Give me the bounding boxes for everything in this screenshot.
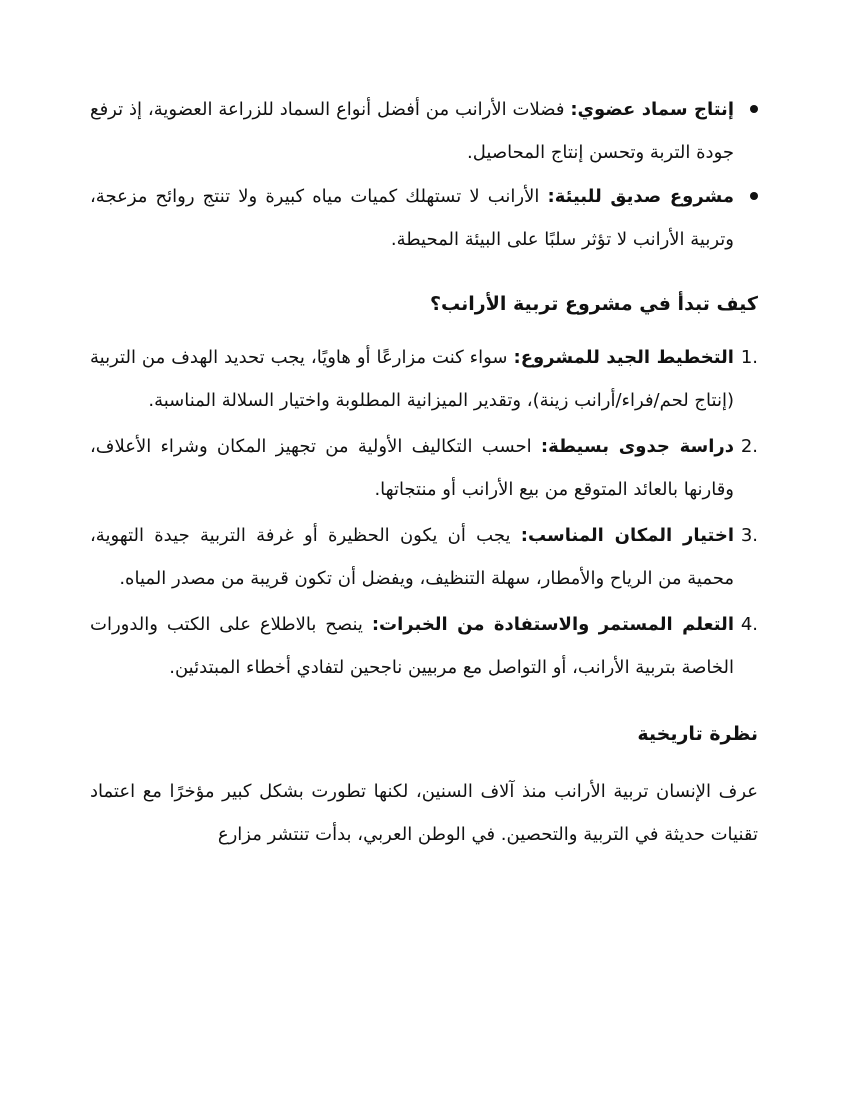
step-text: احسب التكاليف الأولية من تجهيز المكان وشراء الأعلاف، وقارنها بالعائد المتوقع من بيع الأرانب أو منتجاتها.	[90, 436, 734, 500]
step-number: 2.	[740, 436, 758, 457]
bullet-text: فضلات الأرانب من أفضل أنواع السماد للزراعة العضوية، إذ ترفع جودة التربة وتحسن إنتاج المحاصيل.	[90, 99, 734, 163]
step-paragraph	[90, 603, 734, 689]
step-number: 3.	[740, 525, 758, 546]
history-paragraph: عرف الإنسان تربية الأرانب منذ آلاف السنين، لكنها تطورت بشكل كبير مؤخرًا مع اعتماد تقنيات حديثة في التربية والتحصين. في الوطن العربي، بدأت تنتشر مزارع	[90, 781, 758, 845]
bullet-item	[90, 88, 758, 174]
bullet-item	[90, 175, 758, 261]
bullet-term: مشروع صديق للبيئة:	[547, 186, 735, 207]
step-text: يجب أن يكون الحظيرة أو غرفة التربية جيدة التهوية، محمية من الرياح والأمطار، سهلة التنظيف، ويفضل أن تكون قريبة من مصدر المياه.	[90, 525, 734, 589]
bullet-paragraph	[90, 88, 734, 174]
step-text: ينصح بالاطلاع على الكتب والدورات الخاصة بتربية الأرانب، أو التواصل مع مربيين ناجحين لتفادي أخطاء المبتدئين.	[90, 614, 734, 678]
bullet-dot-icon	[750, 192, 758, 200]
step-paragraph	[90, 336, 734, 422]
bullet-paragraph	[90, 175, 734, 261]
step-paragraph	[90, 425, 734, 511]
step-number: 4.	[740, 614, 758, 635]
step-term: اختيار المكان المناسب:	[520, 525, 734, 546]
step-term: التعلم المستمر والاستفادة من الخبرات:	[371, 614, 734, 635]
page-content	[90, 88, 758, 856]
section-heading-history: نظرة تاريخية	[637, 723, 758, 745]
steps-numbered-list	[90, 336, 758, 689]
step-item	[90, 514, 758, 600]
step-item	[90, 425, 758, 511]
step-text: سواء كنت مزارعًا أو هاويًا، يجب تحديد الهدف من التربية (إنتاج لحم/فراء/أرانب زينة)، وتقدير الميزانية المطلوبة واختيار السلالة المناسبة.	[90, 347, 734, 411]
benefits-bullet-list	[90, 88, 758, 261]
step-item	[90, 603, 758, 689]
bullet-text: الأرانب لا تستهلك كميات مياه كبيرة ولا تنتج روائح مزعجة، وتربية الأرانب لا تؤثر سلبًا على البيئة المحيطة.	[90, 186, 734, 250]
section-heading-how-to-start: كيف تبدأ في مشروع تربية الأرانب؟	[429, 293, 758, 315]
bullet-dot-icon	[750, 105, 758, 113]
step-item	[90, 336, 758, 422]
step-number: 1.	[740, 347, 758, 368]
step-term: دراسة جدوى بسيطة:	[540, 436, 735, 457]
step-term: التخطيط الجيد للمشروع:	[513, 347, 734, 368]
step-paragraph	[90, 514, 734, 600]
bullet-term: إنتاج سماد عضوي:	[570, 99, 734, 120]
